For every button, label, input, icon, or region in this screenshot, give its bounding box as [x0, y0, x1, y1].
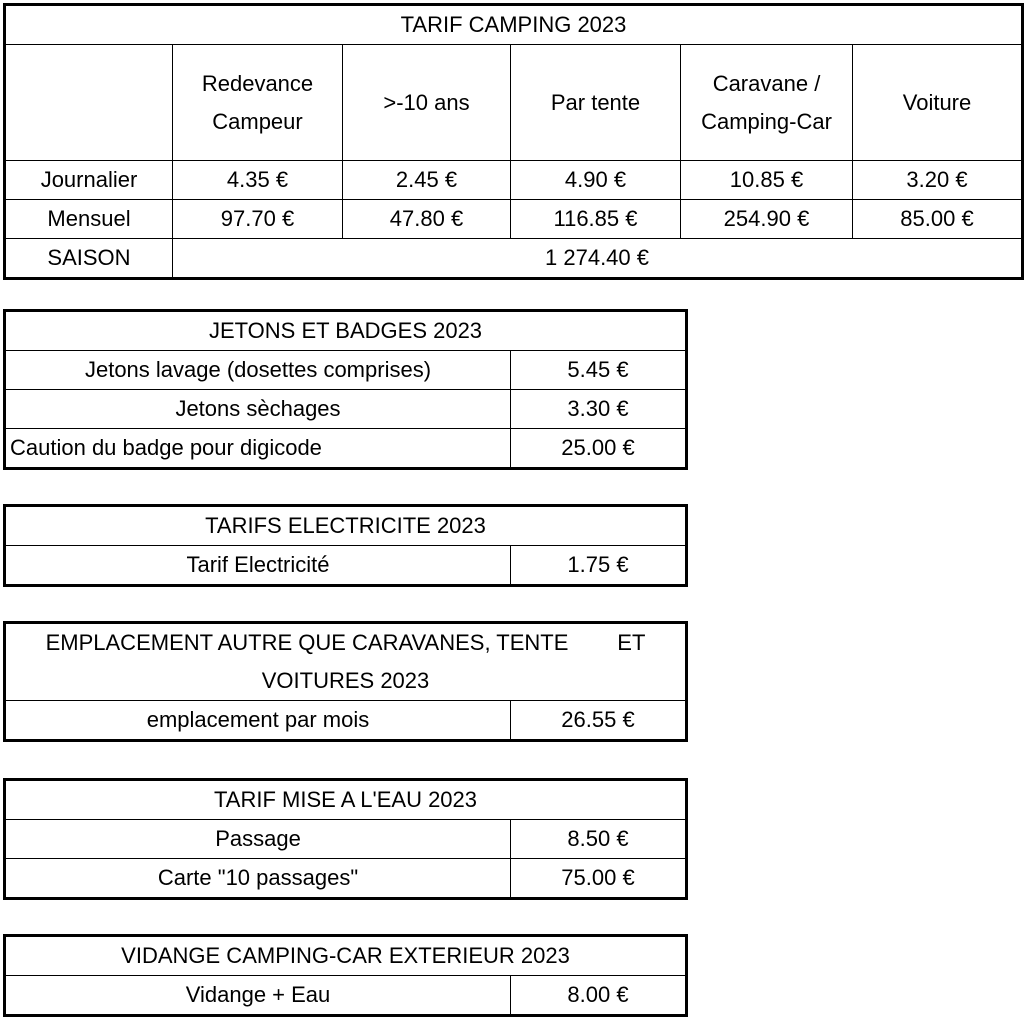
item-label: Jetons lavage (dosettes comprises) — [5, 351, 511, 390]
price-cell: 254.90 € — [681, 200, 853, 239]
price-cell: 47.80 € — [343, 200, 511, 239]
mise-eau-title: TARIF MISE A L'EAU 2023 — [5, 780, 687, 820]
price-cell: 3.20 € — [853, 161, 1023, 200]
electricite-title: TARIFS ELECTRICITE 2023 — [5, 506, 687, 546]
table-row — [5, 351, 687, 390]
table-row — [5, 859, 687, 899]
item-price: 5.45 € — [511, 351, 687, 390]
electricite-table — [3, 504, 688, 587]
table-row — [5, 161, 1023, 200]
emplacement-title: EMPLACEMENT AUTRE QUE CARAVANES, TENTE ET VOITURES 2023 — [5, 623, 687, 701]
item-label: Caution du badge pour digicode — [5, 429, 511, 469]
price-cell: 116.85 € — [511, 200, 681, 239]
table-row — [5, 200, 1023, 239]
item-label: Carte "10 passages" — [5, 859, 511, 899]
item-label: Vidange + Eau — [5, 976, 511, 1016]
price-cell: 97.70 € — [173, 200, 343, 239]
col-header-moins-10-ans: >-10 ans — [343, 45, 511, 161]
item-price: 3.30 € — [511, 390, 687, 429]
price-cell: 4.90 € — [511, 161, 681, 200]
col-header-par-tente: Par tente — [511, 45, 681, 161]
item-label: Passage — [5, 820, 511, 859]
col-header-caravane: Caravane / Camping-Car — [681, 45, 853, 161]
item-price: 25.00 € — [511, 429, 687, 469]
table-row — [5, 701, 687, 741]
item-price: 8.50 € — [511, 820, 687, 859]
table-row — [5, 820, 687, 859]
vidange-table — [3, 934, 688, 1017]
emplacement-table — [3, 621, 688, 742]
col-header-voiture: Voiture — [853, 45, 1023, 161]
price-cell: 4.35 € — [173, 161, 343, 200]
camping-title: TARIF CAMPING 2023 — [5, 5, 1023, 45]
price-cell: 85.00 € — [853, 200, 1023, 239]
row-label-mensuel: Mensuel — [5, 200, 173, 239]
col-header-redevance: Redevance Campeur — [173, 45, 343, 161]
item-price: 8.00 € — [511, 976, 687, 1016]
item-label: Tarif Electricité — [5, 546, 511, 586]
row-label-saison: SAISON — [5, 239, 173, 279]
price-cell: 2.45 € — [343, 161, 511, 200]
item-price: 75.00 € — [511, 859, 687, 899]
row-label-journalier: Journalier — [5, 161, 173, 200]
jetons-title: JETONS ET BADGES 2023 — [5, 311, 687, 351]
item-label: Jetons sèchages — [5, 390, 511, 429]
table-row — [5, 429, 687, 469]
table-row — [5, 239, 1023, 279]
camping-tariff-table — [3, 3, 1024, 280]
item-price: 26.55 € — [511, 701, 687, 741]
table-row — [5, 546, 687, 586]
vidange-title: VIDANGE CAMPING-CAR EXTERIEUR 2023 — [5, 936, 687, 976]
saison-price: 1 274.40 € — [173, 239, 1023, 279]
table-row — [5, 390, 687, 429]
price-cell: 10.85 € — [681, 161, 853, 200]
item-label: emplacement par mois — [5, 701, 511, 741]
jetons-badges-table — [3, 309, 688, 470]
item-price: 1.75 € — [511, 546, 687, 586]
mise-eau-table — [3, 778, 688, 900]
table-row — [5, 976, 687, 1016]
corner-cell — [5, 45, 173, 161]
